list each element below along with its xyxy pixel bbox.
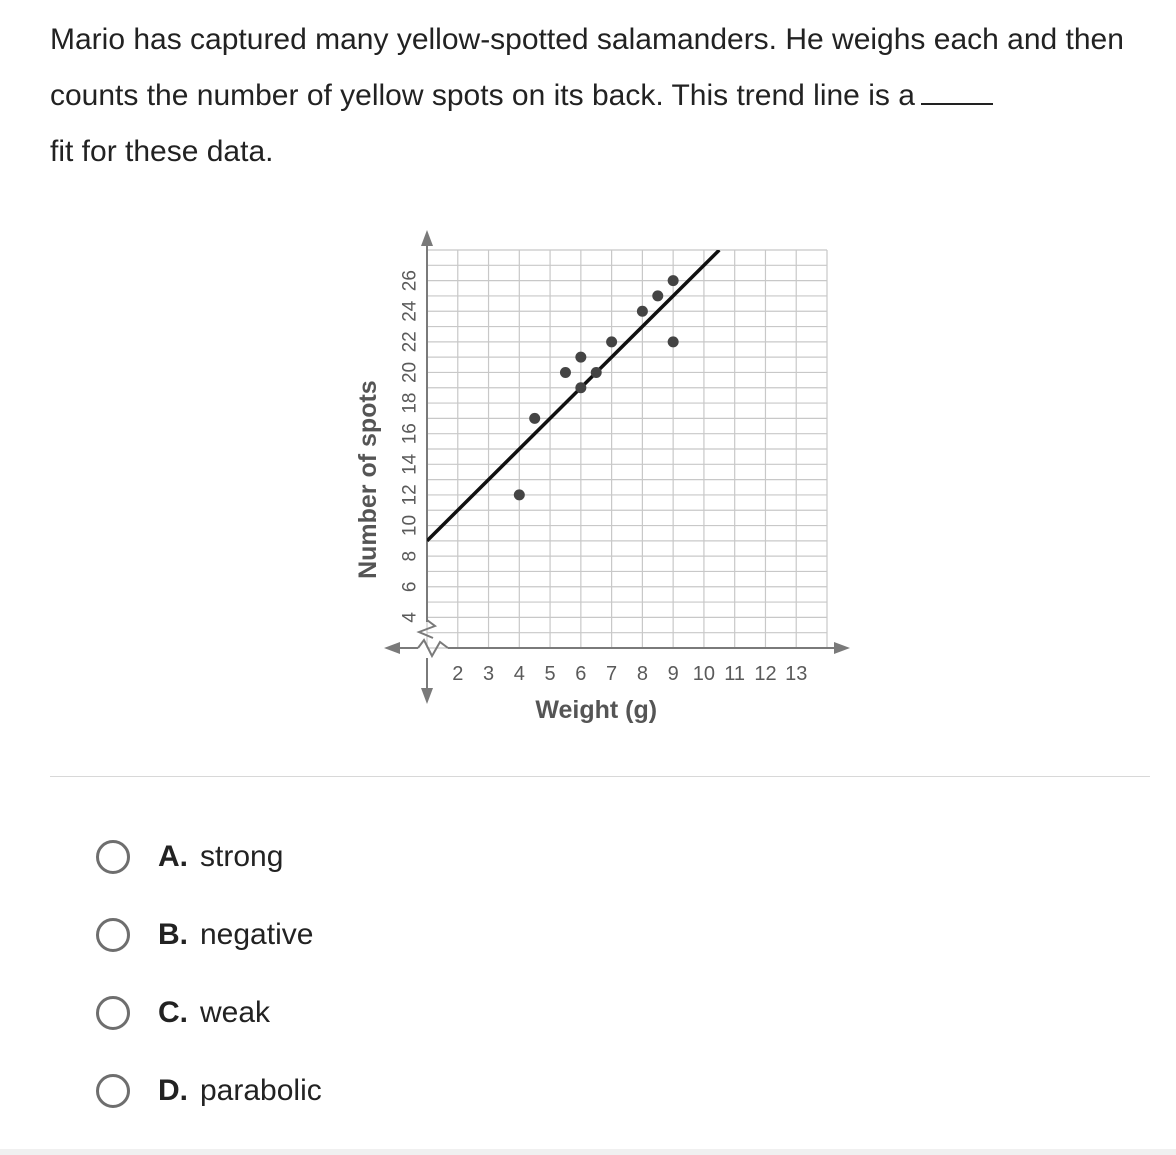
- choice-a-text: strong: [200, 840, 284, 873]
- y-tick-label: 16: [399, 423, 421, 445]
- data-point: [637, 306, 648, 317]
- y-tick-label: 12: [399, 484, 421, 506]
- radio-button-c[interactable]: [96, 996, 130, 1030]
- x-tick-label: 5: [544, 663, 556, 685]
- y-axis-arrow-up: [421, 230, 433, 246]
- x-tick-label: 2: [452, 663, 464, 685]
- bottom-bar: [0, 1149, 1176, 1155]
- choice-a[interactable]: [96, 818, 322, 896]
- data-point: [575, 382, 586, 393]
- x-tick-label: 12: [754, 663, 777, 685]
- y-tick-label: 26: [399, 270, 421, 292]
- x-axis-arrow-left: [384, 642, 400, 654]
- y-tick-label: 20: [399, 361, 421, 384]
- divider: [50, 776, 1150, 777]
- data-point: [606, 336, 617, 347]
- data-point: [668, 275, 679, 286]
- y-tick-label: 14: [399, 453, 421, 475]
- data-point: [529, 413, 540, 424]
- radio-button-a[interactable]: [96, 840, 130, 874]
- scatter-chart: [330, 210, 870, 745]
- data-point: [652, 290, 663, 301]
- y-tick-label: 6: [399, 581, 421, 593]
- question-text: [50, 12, 1140, 180]
- data-point: [668, 336, 679, 347]
- data-point: [514, 489, 525, 500]
- y-tick-label: 24: [399, 300, 421, 322]
- data-point: [575, 352, 586, 363]
- y-tick-label: 4: [399, 612, 421, 623]
- y-tick-label: 22: [399, 331, 421, 353]
- choice-d[interactable]: [96, 1052, 322, 1130]
- chart-svg: [330, 210, 870, 740]
- answer-choices: [96, 818, 322, 1130]
- choice-a-letter: A.: [158, 840, 188, 873]
- x-tick-label: 10: [692, 663, 716, 685]
- choice-c[interactable]: [96, 974, 322, 1052]
- x-tick-label: 13: [785, 663, 808, 685]
- question-text-part1: Mario has captured many yellow-spotted salamanders. He weighs each and then counts the number of yellow spots on its back. This trend line is a: [50, 23, 1124, 112]
- choice-c-letter: C.: [158, 996, 188, 1029]
- y-tick-label: 18: [399, 392, 421, 414]
- x-tick-label: 8: [636, 663, 648, 685]
- y-tick-label: 8: [399, 550, 421, 562]
- radio-button-b[interactable]: [96, 918, 130, 952]
- choice-b-letter: B.: [158, 918, 188, 951]
- choice-c-text: weak: [200, 996, 271, 1029]
- trend-line: [427, 250, 719, 541]
- choice-d-letter: D.: [158, 1074, 188, 1107]
- data-point: [560, 367, 571, 378]
- choice-d-text: parabolic: [200, 1074, 322, 1107]
- x-tick-label: 6: [575, 663, 587, 685]
- choice-b-text: negative: [200, 918, 314, 951]
- y-tick-label: 10: [399, 514, 421, 537]
- data-point: [591, 367, 602, 378]
- choice-b[interactable]: [96, 896, 322, 974]
- x-tick-label: 4: [513, 663, 525, 685]
- y-axis-title: Number of spots: [354, 380, 382, 579]
- answer-blank: [921, 95, 993, 105]
- x-tick-label: 9: [667, 663, 679, 685]
- question-text-part2: fit for these data.: [50, 135, 274, 168]
- x-tick-label: 7: [606, 663, 618, 685]
- y-axis-arrow-down: [421, 688, 433, 704]
- x-axis-arrow-right: [834, 642, 850, 654]
- x-tick-label: 11: [724, 663, 746, 685]
- x-axis-title: Weight (g): [535, 696, 658, 724]
- x-tick-label: 3: [482, 663, 495, 685]
- radio-button-d[interactable]: [96, 1074, 130, 1108]
